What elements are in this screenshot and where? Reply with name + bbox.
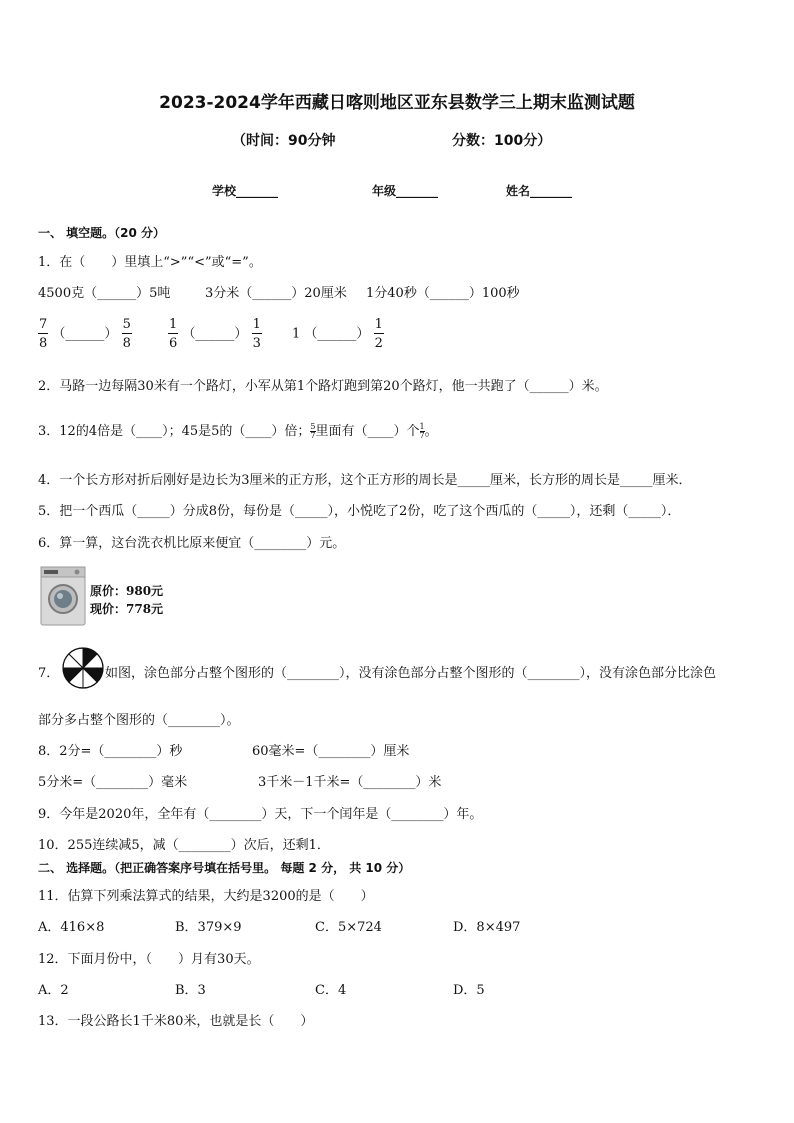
washing-machine-image	[39, 565, 87, 627]
q3-part-b: 里面有（____）个	[315, 424, 420, 439]
q7-line2: 部分多占整个图形的（________）。	[38, 713, 240, 728]
blank[interactable]: （______）	[304, 326, 370, 342]
q11-option-d[interactable]: D．8×497	[453, 920, 521, 935]
q10: 10．255连续减5，减（________）次后，还剩1．	[38, 838, 330, 853]
page-title: 2023-2024学年西藏日喀则地区亚东县数学三上期末监测试题	[159, 93, 635, 113]
q12-option-b[interactable]: B．3	[175, 983, 206, 998]
q11-option-b[interactable]: B．379×9	[175, 920, 242, 935]
q1-frac-compare-2	[168, 318, 262, 350]
q3-end: 。	[424, 424, 438, 439]
fraction: $\frac{1}{3}$	[252, 317, 261, 351]
q2: 2．马路一边每隔30米有一个路灯，小军从第1个路灯跑到第20个路灯，他一共跑了（______）米。	[38, 379, 608, 394]
q9: 9．今年是2020年，全年有（________）天，下一个闰年是（________）年。	[38, 807, 483, 822]
fraction: $\frac{1}{6}$	[169, 317, 178, 351]
q3	[38, 420, 438, 440]
exam-score: 分数：100分）	[452, 133, 552, 149]
q7-number: 7．	[38, 666, 60, 681]
q8-c: 5分米=（________）毫米	[38, 775, 188, 790]
fraction: $\frac{5}{7}$	[310, 422, 316, 440]
blank[interactable]: （______）	[182, 326, 248, 342]
fraction: $\frac{5}{8}$	[122, 317, 131, 351]
q12-option-c[interactable]: C．4	[315, 983, 347, 998]
q1-row1-item1: 4500克（______）5吨	[38, 286, 171, 301]
q12-stem: 12．下面月份中，（ ）月有30天。	[38, 952, 260, 967]
q12-option-a[interactable]: A．2	[38, 983, 69, 998]
q7-line1: 如图，涂色部分占整个图形的（________），没有涂色部分占整个图形的（________），没有涂色部分比涂色	[105, 666, 717, 681]
q11-option-c[interactable]: C．5×724	[315, 920, 382, 935]
fraction: $\frac{1}{2}$	[374, 317, 383, 351]
name-field[interactable]: 姓名_______	[506, 184, 573, 198]
fraction: $\frac{7}{8}$	[39, 317, 48, 351]
q1-frac-compare-3	[292, 318, 384, 350]
q4: 4．一个长方形对折后刚好是边长为3厘米的正方形，这个正方形的周长是_____厘米，长方形的周长是_____厘米．	[38, 473, 692, 488]
q1-row1-item3: 1分40秒（______）100秒	[366, 286, 520, 301]
section1-heading: 一、 填空题。（20 分）	[38, 226, 166, 240]
shaded-circle-figure	[62, 647, 104, 689]
whole-number: 1	[292, 326, 301, 342]
q1-frac-compare-1	[38, 318, 132, 350]
q12-option-d[interactable]: D．5	[453, 983, 485, 998]
q8-a: 8．2分=（________）秒	[38, 744, 183, 759]
original-price: 原价：980元	[90, 584, 164, 598]
blank[interactable]: （______）	[52, 326, 118, 342]
school-field[interactable]: 学校_______	[212, 184, 279, 198]
section2-heading: 二、 选择题。（把正确答案序号填在括号里。 每题 2 分， 共 10 分）	[38, 861, 411, 875]
q5: 5．把一个西瓜（_____）分成8份，每份是（_____），小悦吃了2份，吃了这个西瓜的（_____），还剩（_____）．	[38, 504, 681, 519]
current-price: 现价：778元	[90, 602, 164, 616]
q11-stem: 11．估算下列乘法算式的结果，大约是3200的是（ ）	[38, 889, 374, 904]
fraction: $\frac{1}{7}$	[419, 422, 425, 440]
q8-d: 3千米－1千米=（________）米	[258, 775, 442, 790]
q1-row1-item2: 3分米（______）20厘米	[205, 286, 347, 301]
q11-option-a[interactable]: A．416×8	[38, 920, 105, 935]
q3-part-a: 3．12的4倍是（____）；45是5的（____）倍；	[38, 424, 311, 439]
q6-stem: 6．算一算，这台洗衣机比原来便宜（________）元。	[38, 536, 346, 551]
q1-stem: 1．在（ ）里填上“>”“<”或“=”。	[38, 255, 262, 270]
exam-time: （时间：90分钟	[232, 133, 336, 149]
q13-stem: 13．一段公路长1千米80米，也就是长（ ）	[38, 1014, 314, 1029]
q8-b: 60毫米=（________）厘米	[252, 744, 410, 759]
grade-field[interactable]: 年级_______	[372, 184, 439, 198]
